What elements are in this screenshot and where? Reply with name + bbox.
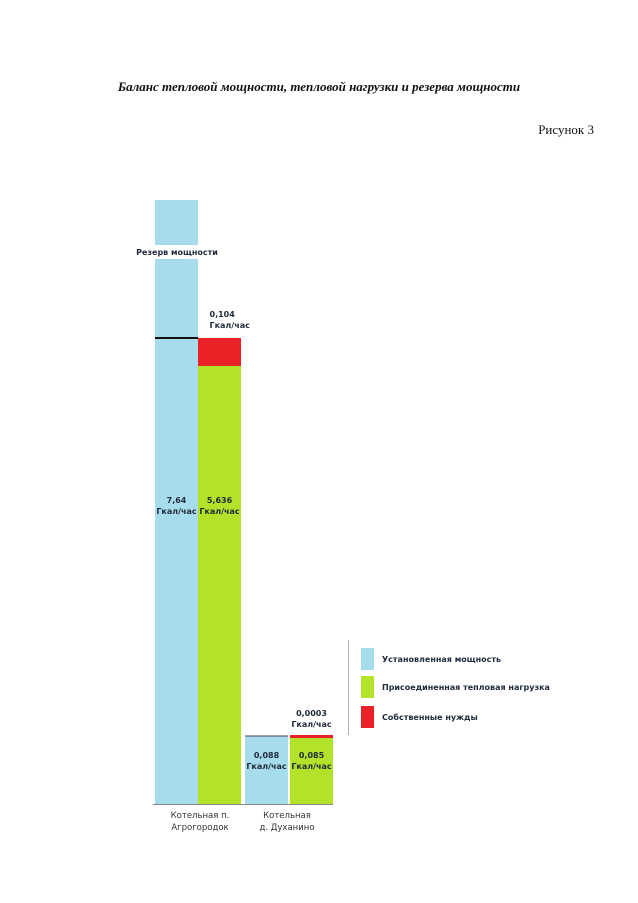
- legend-swatch: [361, 706, 374, 728]
- legend-label: Присоединенная тепловая нагрузка: [382, 683, 550, 692]
- own-needs-bar: [198, 338, 241, 366]
- legend-label: Установленная мощность: [382, 655, 502, 664]
- installed-value-label: 7,64: [166, 496, 187, 505]
- installed-value-label: 0,088: [253, 751, 280, 760]
- figure-title: Баланс тепловой мощности, тепловой нагрузки и резерва мощности: [117, 79, 521, 94]
- installed-unit-label: Гкал/час: [156, 507, 197, 516]
- reserve-annotation: Резерв мощности: [136, 248, 218, 257]
- category-label-line1: Котельная: [263, 811, 311, 821]
- connected-load-bar: [198, 366, 241, 804]
- category-label-line2: д. Духанино: [259, 823, 315, 833]
- load-value-label: 5,636: [206, 496, 233, 505]
- connected-load-bar: [290, 738, 333, 804]
- own-needs-value-label: 0,104: [209, 310, 235, 319]
- category-label-line2: Агрогородок: [171, 823, 229, 833]
- legend-swatch: [361, 676, 374, 698]
- load-unit-label: Гкал/час: [291, 762, 332, 771]
- legend-label: Собственные нужды: [382, 713, 478, 722]
- own-needs-unit-label: Гкал/час: [291, 720, 332, 729]
- load-value-label: 0,085: [298, 751, 325, 760]
- own-needs-bar: [290, 735, 333, 738]
- installed-unit-label: Гкал/час: [246, 762, 287, 771]
- load-unit-label: Гкал/час: [199, 507, 240, 516]
- own-needs-unit-label: Гкал/час: [209, 321, 250, 330]
- category-label-line1: Котельная п.: [170, 811, 230, 821]
- figure-number: Рисунок 3: [538, 122, 594, 137]
- own-needs-value-label: 0,0003: [296, 709, 327, 718]
- legend-swatch: [361, 648, 374, 670]
